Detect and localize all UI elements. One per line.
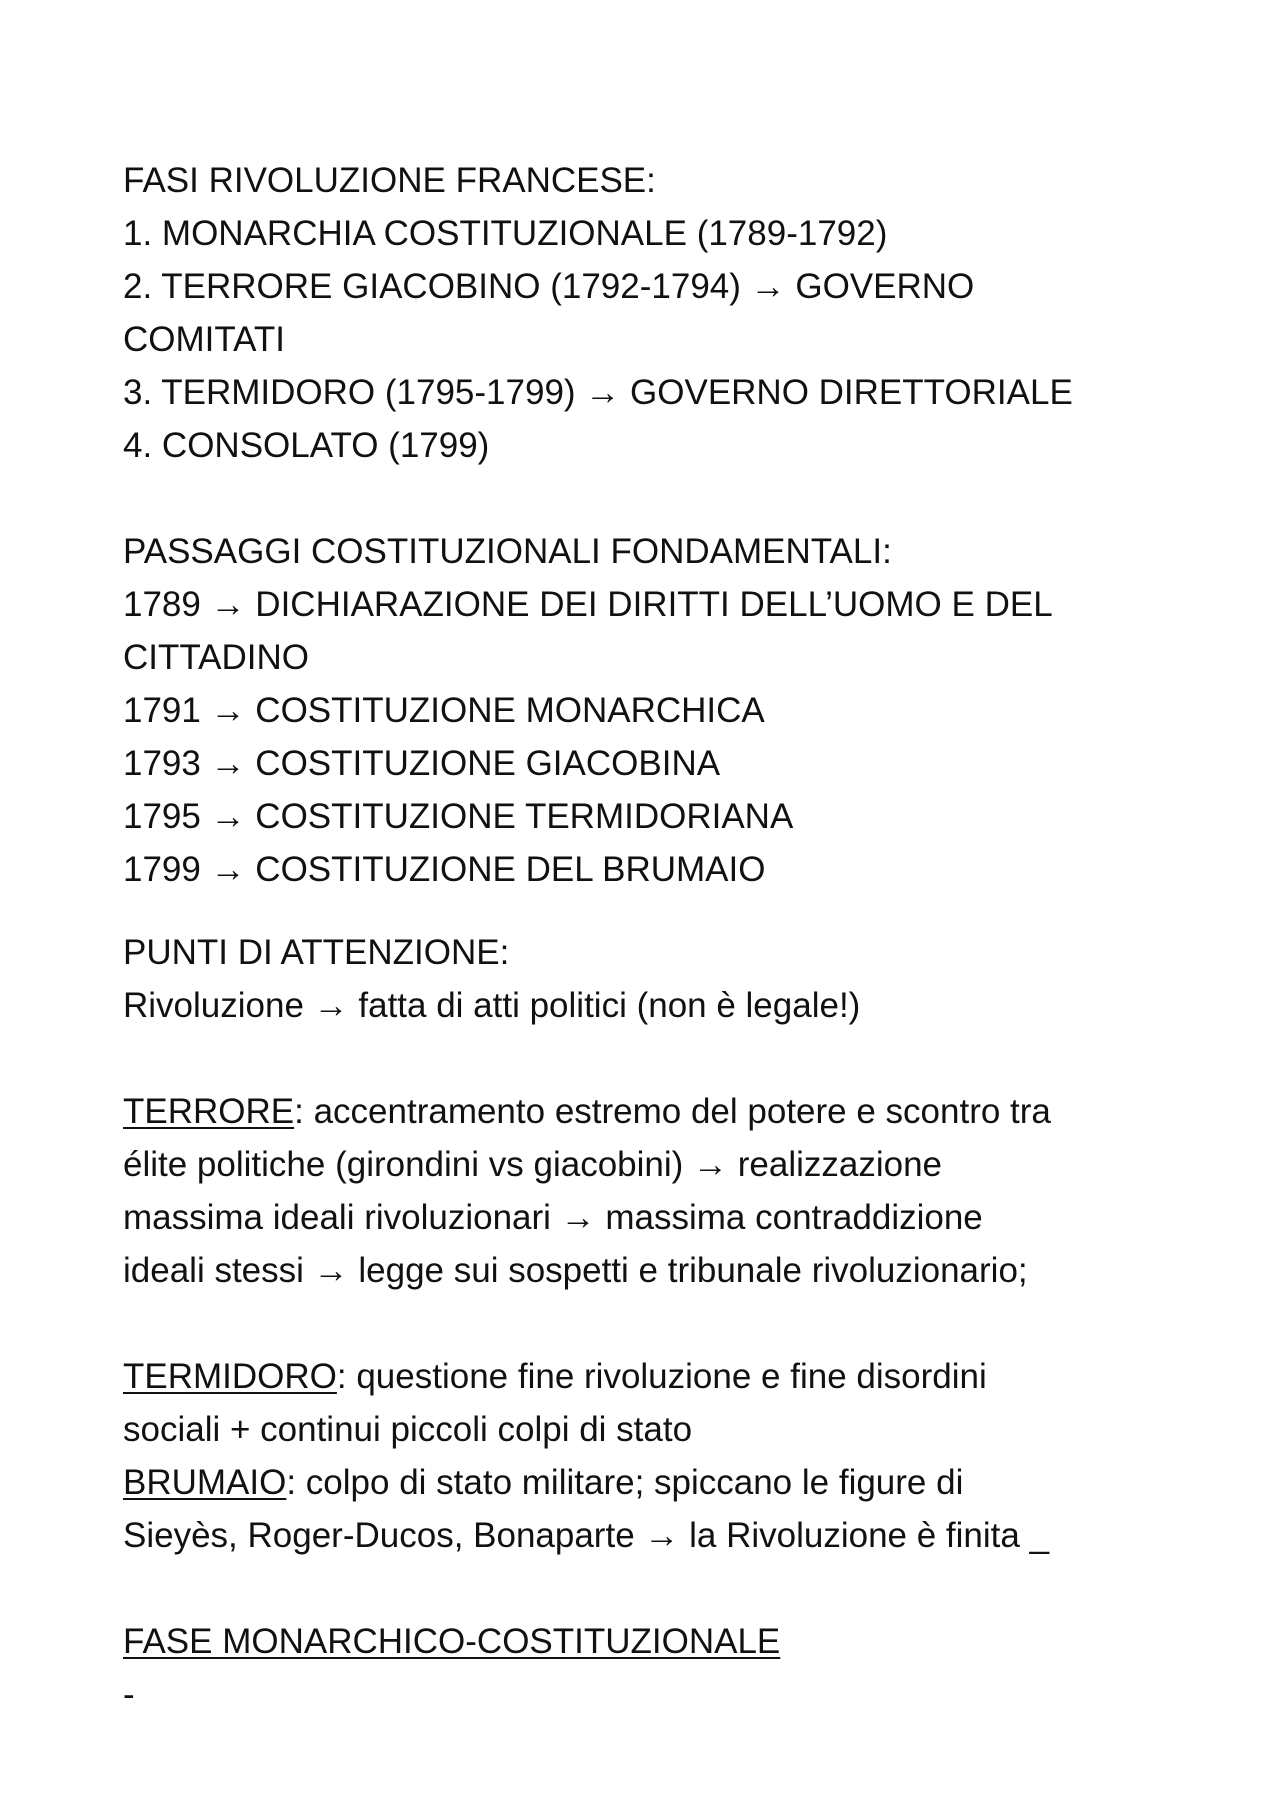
spacer — [123, 472, 1183, 525]
phase-item-1: 1. MONARCHIA COSTITUZIONALE (1789-1792) — [123, 214, 888, 253]
constitutional-item-1795: 1795 → COSTITUZIONE TERMIDORIANA — [123, 797, 794, 836]
constitutional-item-1799: 1799 → COSTITUZIONE DEL BRUMAIO — [123, 850, 766, 889]
final-section-bullet: - — [123, 1675, 135, 1714]
brumaio-label: BRUMAIO — [123, 1463, 287, 1502]
document-body — [123, 154, 1183, 1721]
terrore-label: TERRORE — [123, 1092, 295, 1131]
phase-item-4: 4. CONSOLATO (1799) — [123, 426, 490, 465]
phases-title: FASI RIVOLUZIONE FRANCESE: — [123, 161, 656, 200]
spacer — [123, 1562, 1183, 1615]
terrore-line-4: ideali stessi → legge sui sospetti e tribunale rivoluzionario; — [123, 1251, 1028, 1290]
spacer — [123, 896, 1183, 926]
spacer — [123, 1032, 1183, 1085]
final-section-title-text: FASE MONARCHICO-COSTITUZIONALE — [123, 1622, 781, 1661]
spacer — [123, 1297, 1183, 1350]
phase-item-3: 3. TERMIDORO (1795-1799) → GOVERNO DIRETTORIALE — [123, 373, 1073, 412]
brumaio-text-1: : colpo di stato militare; spiccano le figure di — [286, 1463, 964, 1502]
terrore-line-3: massima ideali rivoluzionari → massima contraddizione — [123, 1198, 983, 1237]
termidoro-text-1: : questione fine rivoluzione e fine disordini — [336, 1357, 987, 1396]
brumaio-line-2: Sieyès, Roger-Ducos, Bonaparte → la Rivoluzione è finita _ — [123, 1516, 1050, 1555]
attention-title: PUNTI DI ATTENZIONE: — [123, 933, 510, 972]
constitutional-item-1791: 1791 → COSTITUZIONE MONARCHICA — [123, 691, 765, 730]
terrore-line-2: élite politiche (girondini vs giacobini) → realizzazione — [123, 1145, 943, 1184]
terrore-line-1 — [123, 1085, 1183, 1138]
phase-item-2: 2. TERRORE GIACOBINO (1792-1794) → GOVERNO — [123, 267, 975, 306]
constitutional-item-1793: 1793 → COSTITUZIONE GIACOBINA — [123, 744, 721, 783]
constitutional-item-1789: 1789 → DICHIARAZIONE DEI DIRITTI DELL’UOMO E DEL — [123, 585, 1053, 624]
termidoro-line-1 — [123, 1350, 1183, 1403]
termidoro-label: TERMIDORO — [123, 1357, 337, 1396]
termidoro-line-2: sociali + continui piccoli colpi di stato — [123, 1410, 693, 1449]
phase-item-2-cont: COMITATI — [123, 320, 286, 359]
constitutional-item-1789-cont: CITTADINO — [123, 638, 310, 677]
terrore-text-1: : accentramento estremo del potere e scontro tra — [294, 1092, 1051, 1131]
brumaio-line-1 — [123, 1456, 1183, 1509]
final-section-title — [123, 1615, 1183, 1668]
constitutional-title: PASSAGGI COSTITUZIONALI FONDAMENTALI: — [123, 532, 892, 571]
attention-line: Rivoluzione → fatta di atti politici (non è legale!) — [123, 986, 861, 1025]
